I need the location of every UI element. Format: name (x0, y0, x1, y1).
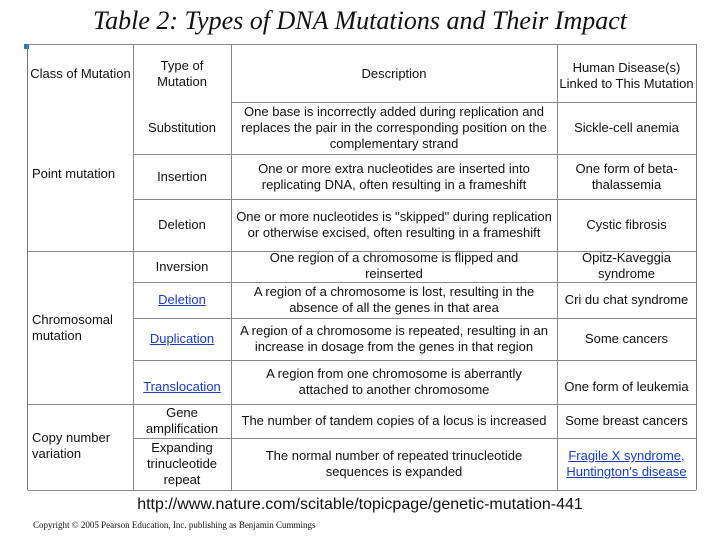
type-cell: Gene amplification (145, 405, 219, 436)
source-url: http://www.nature.com/scitable/topicpage/genetic-mutation-441 (137, 496, 583, 513)
type-cell: Deletion (158, 217, 206, 232)
type-link-deletion[interactable]: Deletion (158, 292, 206, 307)
header-description: Description (361, 66, 427, 81)
type-cell: Inversion (155, 258, 209, 274)
type-link-duplication[interactable]: Duplication (149, 331, 215, 346)
header-type: Type of Mutation (157, 58, 207, 89)
huntingtons-link[interactable]: Huntington's disease (566, 464, 687, 479)
type-cell: Expanding trinucleotide repeat (146, 440, 218, 487)
description-cell: A region of a chromosome is lost, resulting in the absence of all the genes in that area (253, 284, 535, 315)
description-cell: A region from one chromosome is aberrantly attached to another chromosome (266, 366, 522, 397)
header-disease: Human Disease(s) Linked to This Mutation (559, 60, 694, 91)
class-chromosomal-mutation: Chromosomal mutation (32, 312, 113, 343)
description-cell: A region of a chromosome is repeated, resulting in an increase in dosage from the genes in that region (240, 323, 548, 354)
disease-cell: Some breast cancers (565, 413, 688, 428)
type-cell: Substitution (148, 120, 216, 135)
type-cell: Insertion (157, 168, 207, 184)
page-title: Table 2: Types of DNA Mutations and Their Impact (93, 6, 627, 35)
disease-cell: Some cancers (584, 331, 669, 346)
description-cell: One or more extra nucleotides are inserted into replicating DNA, often resulting in a frameshift (258, 160, 530, 192)
header-class: Class of Mutation (30, 66, 131, 81)
disease-cell: Cri du chat syndrome (564, 292, 689, 307)
disease-cell: One form of beta-thalassemia (575, 160, 678, 192)
description-cell: One region of a chromosome is flipped and reinserted (269, 249, 519, 281)
disease-cell: Sickle-cell anemia (574, 120, 679, 135)
description-cell: The number of tandem copies of a locus is increased (241, 413, 547, 428)
class-copy-number-variation: Copy number variation (32, 430, 111, 461)
description-cell: One base is incorrectly added during replication and replaces the pair in the corresponding position on the complementary strand (241, 104, 547, 151)
copyright-notice: Copyright © 2005 Pearson Education, Inc. publishing as Benjamin Cummings (33, 520, 316, 530)
disease-cell: Opitz-Kaveggia syndrome (582, 249, 671, 281)
fragile-x-link[interactable]: Fragile X syndrome, (568, 448, 685, 463)
disease-cell: One form of leukemia (564, 379, 689, 394)
disease-cell (557, 438, 696, 490)
mutations-table (27, 44, 697, 490)
disease-cell: Cystic fibrosis (586, 217, 667, 232)
description-cell: The normal number of repeated trinucleotide sequences is expanded (265, 448, 523, 479)
type-link-translocation[interactable]: Translocation (143, 379, 221, 394)
class-point-mutation: Point mutation (32, 166, 116, 181)
description-cell: One or more nucleotides is "skipped" during replication or otherwise excised, often resulting in a frameshift (236, 209, 552, 240)
